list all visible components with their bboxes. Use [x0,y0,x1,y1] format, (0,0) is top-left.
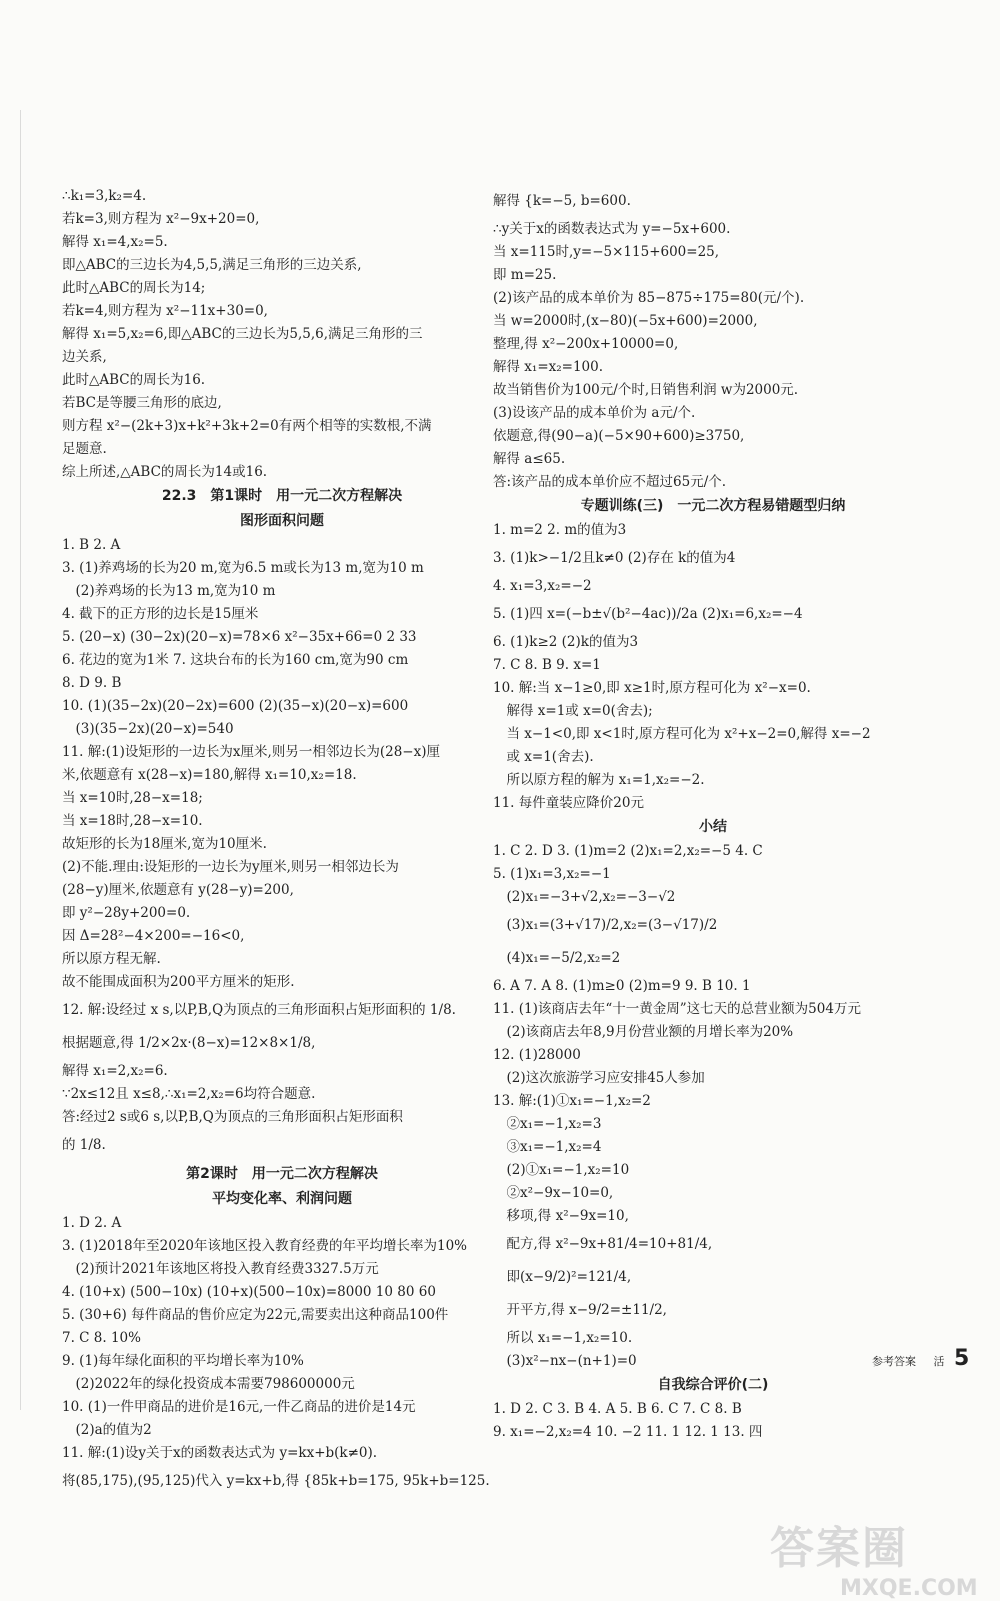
answer-line: 答:该产品的成本单价应不超过65元/个. [493,474,727,490]
answer-line: (3)x₁=(3+√17)/2,x₂=(3−√17)/2 [493,917,718,933]
footer-label: 参考答案 [872,1355,916,1368]
answer-line: 9. x₁=−2,x₂=4 10. −2 11. 1 12. 1 13. 四 [493,1424,763,1440]
answer-line: 5. (1)四 x=(−b±√(b²−4ac))/2a (2)x₁=6,x₂=−4 [493,606,803,622]
answer-line: 此时△ABC的周长为16. [62,372,206,388]
answer-line: (2)x₁=−3+√2,x₂=−3−√2 [493,889,676,905]
answer-line: 12. (1)28000 [493,1047,581,1063]
answer-line: 解得 {k=−5, b=600. [493,193,631,209]
answer-line: 7. C 8. B 9. x=1 [493,657,601,673]
section-heading: 22.3 第1课时 用一元二次方程解决 [161,488,403,504]
binding-margin [20,110,51,1410]
answer-line: 1. D 2. A [62,1215,122,1231]
answer-line: 米,依题意有 x(28−x)=180,解得 x₁=10,x₂=18. [62,767,357,783]
answer-line: 足题意. [62,441,107,457]
section-heading: 小结 [699,819,727,835]
answer-line: 将(85,175),(95,125)代入 y=kx+b,得 {85k+b=175, 95k+b=125. [62,1473,490,1489]
answer-line: 整理,得 x²−200x+10000=0, [493,336,679,352]
answer-line: 即△ABC的三边长为4,5,5,满足三角形的三边关系, [62,257,362,273]
answer-line: 9. (1)每年绿化面积的平均增长率为10% [62,1353,304,1369]
answer-line: 4. x₁=3,x₂=−2 [493,578,592,594]
answer-line: 5. (1)x₁=3,x₂=−1 [493,866,611,882]
right-answer-column [493,185,933,1444]
answer-line: 5. (20−x) (30−2x)(20−x)=78×6 x²−35x+66=0 2 33 [62,629,417,645]
answer-line: 3. (1)k>−1/2且k≠0 (2)存在 k的值为4 [493,550,736,566]
answer-line: 11. 解:(1)设矩形的一边长为x厘米,则另一相邻边长为(28−x)厘 [62,744,440,760]
answer-line: 开平方,得 x−9/2=±11/2, [493,1302,667,1318]
answer-line: 所以 x₁=−1,x₂=10. [493,1330,633,1346]
left-answer-column [62,185,502,1498]
answer-line: 若BC是等腰三角形的底边, [62,395,222,411]
answer-line: 7. C 8. 10% [62,1330,141,1346]
page-footer [872,1346,969,1371]
answer-line: 所以原方程的解为 x₁=1,x₂=−2. [493,772,705,788]
answer-line: 当 w=2000时,(x−80)(−5x+600)=2000, [493,313,758,329]
footer-side: 活 [933,1355,945,1368]
answer-line: (2)该商店去年8,9月份营业额的月增长率为20% [493,1024,794,1040]
answer-line: 解得 x₁=x₂=100. [493,359,604,375]
answer-line: 11. 每件童装应降价20元 [493,795,644,811]
answer-line: 3. (1)养鸡场的长为20 m,宽为6.5 m或长为13 m,宽为10 m [62,560,424,576]
answer-line: 答:经过2 s或6 s,以P,B,Q为顶点的三角形面积占矩形面积 [62,1109,403,1125]
answer-line: 此时△ABC的周长为14; [62,280,206,296]
page-number: 5 [954,1346,970,1371]
answer-line: 边关系, [62,349,107,365]
answer-line: 解得 x₁=4,x₂=5. [62,234,168,250]
answer-line: (3)(35−2x)(20−x)=540 [62,721,234,737]
section-heading: 自我综合评价(二) [657,1377,769,1393]
answer-line: 11. 解:(1)设y关于x的函数表达式为 y=kx+b(k≠0). [62,1445,378,1461]
answer-line: ∴y关于x的函数表达式为 y=−5x+600. [493,221,731,237]
answer-line: 解得 x₁=5,x₂=6,即△ABC的三边长为5,5,6,满足三角形的三 [62,326,423,342]
answer-line: (2)养鸡场的长为13 m,宽为10 m [62,583,276,599]
answer-line: (2)该产品的成本单价为 85−875÷175=80(元/个). [493,290,805,306]
answer-line: 12. 解:设经过 x s,以P,B,Q为顶点的三角形面积占矩形面积的 1/8. [62,1002,456,1018]
answer-line: (3)设该产品的成本单价为 a元/个. [493,405,696,421]
answer-line: ②x₁=−1,x₂=3 [493,1116,602,1132]
answer-line: 即 m=25. [493,267,557,283]
answer-line: 4. 截下的正方形的边长是15厘米 [62,606,259,622]
answer-line: 移项,得 x²−9x=10, [493,1208,629,1224]
answer-line: 5. (30+6) 每件商品的售价应定为22元,需要卖出这种商品100件 [62,1307,449,1323]
answer-line: 10. (1)(35−2x)(20−2x)=600 (2)(35−x)(20−x)=600 [62,698,409,714]
answer-line: 解得 x₁=2,x₂=6. [62,1063,168,1079]
answer-line: 1. D 2. C 3. B 4. A 5. B 6. C 7. C 8. B [493,1401,742,1417]
watermark-url: MXQE.COM [840,1576,978,1601]
answer-line: ∴k₁=3,k₂=4. [62,188,147,204]
answer-line: 综上所述,△ABC的周长为14或16. [62,464,268,480]
section-heading: 平均变化率、利润问题 [212,1191,352,1207]
answer-line: 1. B 2. A [62,537,121,553]
answer-line: 即(x−9/2)²=121/4, [493,1269,632,1285]
answer-line: 8. D 9. B [62,675,122,691]
answer-line: 根据题意,得 1/2×2x·(8−x)=12×8×1/8, [62,1035,316,1051]
answer-line: 1. C 2. D 3. (1)m=2 (2)x₁=2,x₂=−5 4. C [493,843,763,859]
answer-line: 10. 解:当 x−1≥0,即 x≥1时,原方程可化为 x²−x=0. [493,680,811,696]
answer-line: 当 x−1<0,即 x<1时,原方程可化为 x²+x−2=0,解得 x=−2 [493,726,871,742]
answer-line: 则方程 x²−(2k+3)x+k²+3k+2=0有两个相等的实数根,不满 [62,418,432,434]
answer-line: (2)a的值为2 [62,1422,152,1438]
answer-line: 或 x=1(舍去). [493,749,594,765]
answer-line: 故当销售价为100元/个时,日销售利润 w为2000元. [493,382,799,398]
answer-line: ②x²−9x−10=0, [493,1185,614,1201]
answer-line: 11. (1)该商店去年“十一黄金周”这七天的总营业额为504万元 [493,1001,861,1017]
answer-line: 3. (1)2018年至2020年该地区投入教育经费的年平均增长率为10% [62,1238,468,1254]
answer-line: 配方,得 x²−9x+81/4=10+81/4, [493,1236,713,1252]
answer-line: (2)2022年的绿化投资成本需要798600000元 [62,1376,355,1392]
answer-line: 6. 花边的宽为1米 7. 这块台布的长为160 cm,宽为90 cm [62,652,409,668]
answer-line: (2)预计2021年该地区将投入教育经费3327.5万元 [62,1261,379,1277]
answer-line: ③x₁=−1,x₂=4 [493,1139,602,1155]
answer-line: (28−y)厘米,依题意有 y(28−y)=200, [62,882,294,898]
section-heading: 专题训练(三) 一元二次方程易错题型归纳 [580,498,846,514]
answer-line: 10. (1)一件甲商品的进价是16元,一件乙商品的进价是14元 [62,1399,416,1415]
answer-line: (4)x₁=−5/2,x₂=2 [493,950,621,966]
answer-line: 即 y²−28y+200=0. [62,905,191,921]
answer-line: 若k=3,则方程为 x²−9x+20=0, [62,211,260,227]
answer-line: 当 x=18时,28−x=10. [62,813,203,829]
section-heading: 第2课时 用一元二次方程解决 [186,1166,378,1182]
answer-line: (2)不能.理由:设矩形的一边长为y厘米,则另一相邻边长为 [62,859,399,875]
answer-line: 故矩形的长为18厘米,宽为10厘米. [62,836,267,852]
answer-line: 解得 a≤65. [493,451,566,467]
answer-line: (2)①x₁=−1,x₂=10 [493,1162,630,1178]
answer-line: (3)x²−nx−(n+1)=0 [493,1353,637,1369]
answer-line: 若k=4,则方程为 x²−11x+30=0, [62,303,268,319]
answer-line: 故不能围成面积为200平方厘米的矩形. [62,974,295,990]
answer-line: 13. 解:(1)①x₁=−1,x₂=2 [493,1093,651,1109]
answer-line: (2)这次旅游学习应安排45人参加 [493,1070,705,1086]
answer-line: 6. A 7. A 8. (1)m≥0 (2)m=9 9. B 10. 1 [493,978,751,994]
answer-line: 1. m=2 2. m的值为3 [493,522,627,538]
answer-line: 解得 x=1或 x=0(舍去); [493,703,653,719]
watermark-logo-text: 答案圈 [770,1523,908,1574]
watermark [770,1512,978,1601]
answer-line: ∵2x≤12且 x≤8,∴x₁=2,x₂=6均符合题意. [62,1086,316,1102]
answer-line: 6. (1)k≥2 (2)k的值为3 [493,634,639,650]
answer-line: 当 x=10时,28−x=18; [62,790,203,806]
answer-line: 依题意,得(90−a)(−5×90+600)≥3750, [493,428,745,444]
section-heading: 图形面积问题 [240,513,324,529]
answer-line: 4. (10+x) (500−10x) (10+x)(500−10x)=8000 10 80 60 [62,1284,436,1300]
answer-line: 的 1/8. [62,1137,106,1153]
answer-line: 因 Δ=28²−4×200=−16<0, [62,928,245,944]
answer-line: 所以原方程无解. [62,951,161,967]
answer-line: 当 x=115时,y=−5×115+600=25, [493,244,720,260]
